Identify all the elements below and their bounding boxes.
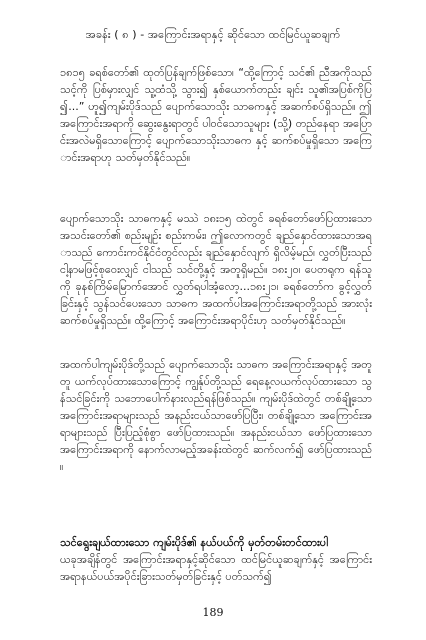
paragraph-2: ပျောက်သောသိုး သာဓကနှင့် မဿဲ ၁၈း၁၅ ထဲတွင် ခရစ်တော်ဖော်ပြထားသော အသင်းတော်၏ စည်းမျဉ်း စည်းကမ်း၊ ဤလောကတွင် ချည်နှောင်ထားသောအရာသည် ကောင်းကင်နိုင်ငံတွင်လည်း ချည်နှောင်လျက် ရှိလိမ့်မည်၊ လွှတ်ပြီးသည် ငါ့နာမဖြင့်စုဝေးလျှင် ငါသည် သင်တို့နှင့် အတူရှိမည်။ ၁၈း၂၀၊ ပေတရုက ရန်သူကို ခုနစ်ကြိမ်မြောက်အောင် လွှတ်ရပါအံ့လော့...၁၈း၂၁၊ ခရစ်တော်က ခွင့်လွှတ်ခြင်းနှင့် သွန်သင်ပေးသော သာဓက အထက်ပါအကြောင်းအရာတို့သည် အားလုံးဆက်စပ်မှုရှိသည်။ ထို့ကြောင့် အကြောင်းအရာပိုင်းဟု သတ်မှတ်နိုင်သည်။ bbox=[60, 212, 372, 327]
page-number: 189 bbox=[202, 606, 224, 619]
paragraph-1: ၁၈၁၅ ခရစ်တော်၏ ထုတ်ပြန်ချက်ဖြစ်သော၊ “ထို့ကြောင့် သင်၏ ညီအကိုသည် သင့်ကို ပြစ်မှားလျှင် သူ့ထံသို့ သွား၍ နှစ်ယောက်တည်း ချင်း သူ၏အပြစ်ကိုပြ၍...” ဟူ၍ကျမ်းပိုဒ်သည် ပျောက်သောသိုး သာဓကနှင့် အဆက်စပ်ရှိသည်။ ဤအကြောင်းအရာကို ဆွေးနွေးရာတွင် ပါဝင်သောသူများ (သို့) တည်နေရာ အပြောင်းအလဲမရှိသောကြောင့် ပျောက်သောသိုးသာဓက နှင့် ဆက်စပ်မှုရှိသော အကြောင်းအရာဟု သတ်မှတ်နိုင်သည်။ bbox=[60, 66, 372, 164]
paragraph-4: ယခုအချိန်တွင် အကြောင်းအရာနှင့်ဆိုင်သော ထင်မြင်ယူဆချက်နှင့် အကြောင်းအရာနယ်ပယ်အပိုင်းခြားသတ်မှတ်ခြင်းနှင့် ပတ်သက်၍ bbox=[60, 553, 372, 583]
body-text bbox=[60, 64, 372, 585]
section-subheading: သင်ရွေးချယ်ထားသော ကျမ်းပိုဒ်၏ နယ်ပယ်ကို မှတ်တမ်းတင်ထားပါ bbox=[60, 536, 328, 549]
running-header: အခန်း ( ၈ ) - အကြောင်းအရာနှင့် ဆိုင်သော ထင်မြင်ယူဆချက် bbox=[85, 28, 341, 41]
paragraph-3: အထက်ပါကျမ်းပိုဒ်တို့သည် ပျောက်သောသိုး သာဓက အကြောင်းအရာနှင့် အတူတူ ယက်လုပ်ထားသောကြောင့် ကျွန်ုပ်တို့သည် ရေနေ့လယက်လုပ်ထားသော သွန်သင်ခြင်းကို သဘောပေါက်နားလည်ရန်ဖြစ်သည်။ ကျမ်းပိုဒ်ထဲတွင် တစ်ချို့သော အကြောင်းအရာများသည် အနည်းငယ်သာဖော်ပြပြီး၊ တစ်ချို့သော အကြောင်းအရာများသည် ပြီးပြည့်စုံစွာ ဖော်ပြထားသည်။ အနည်းငယ်သာ ဖော်ပြထားသော အကြောင်းအရာကို နောက်လာမည့်အခန်းထဲတွင် ဆက်လက်၍ ဖော်ပြထားသည်။ bbox=[60, 358, 372, 473]
